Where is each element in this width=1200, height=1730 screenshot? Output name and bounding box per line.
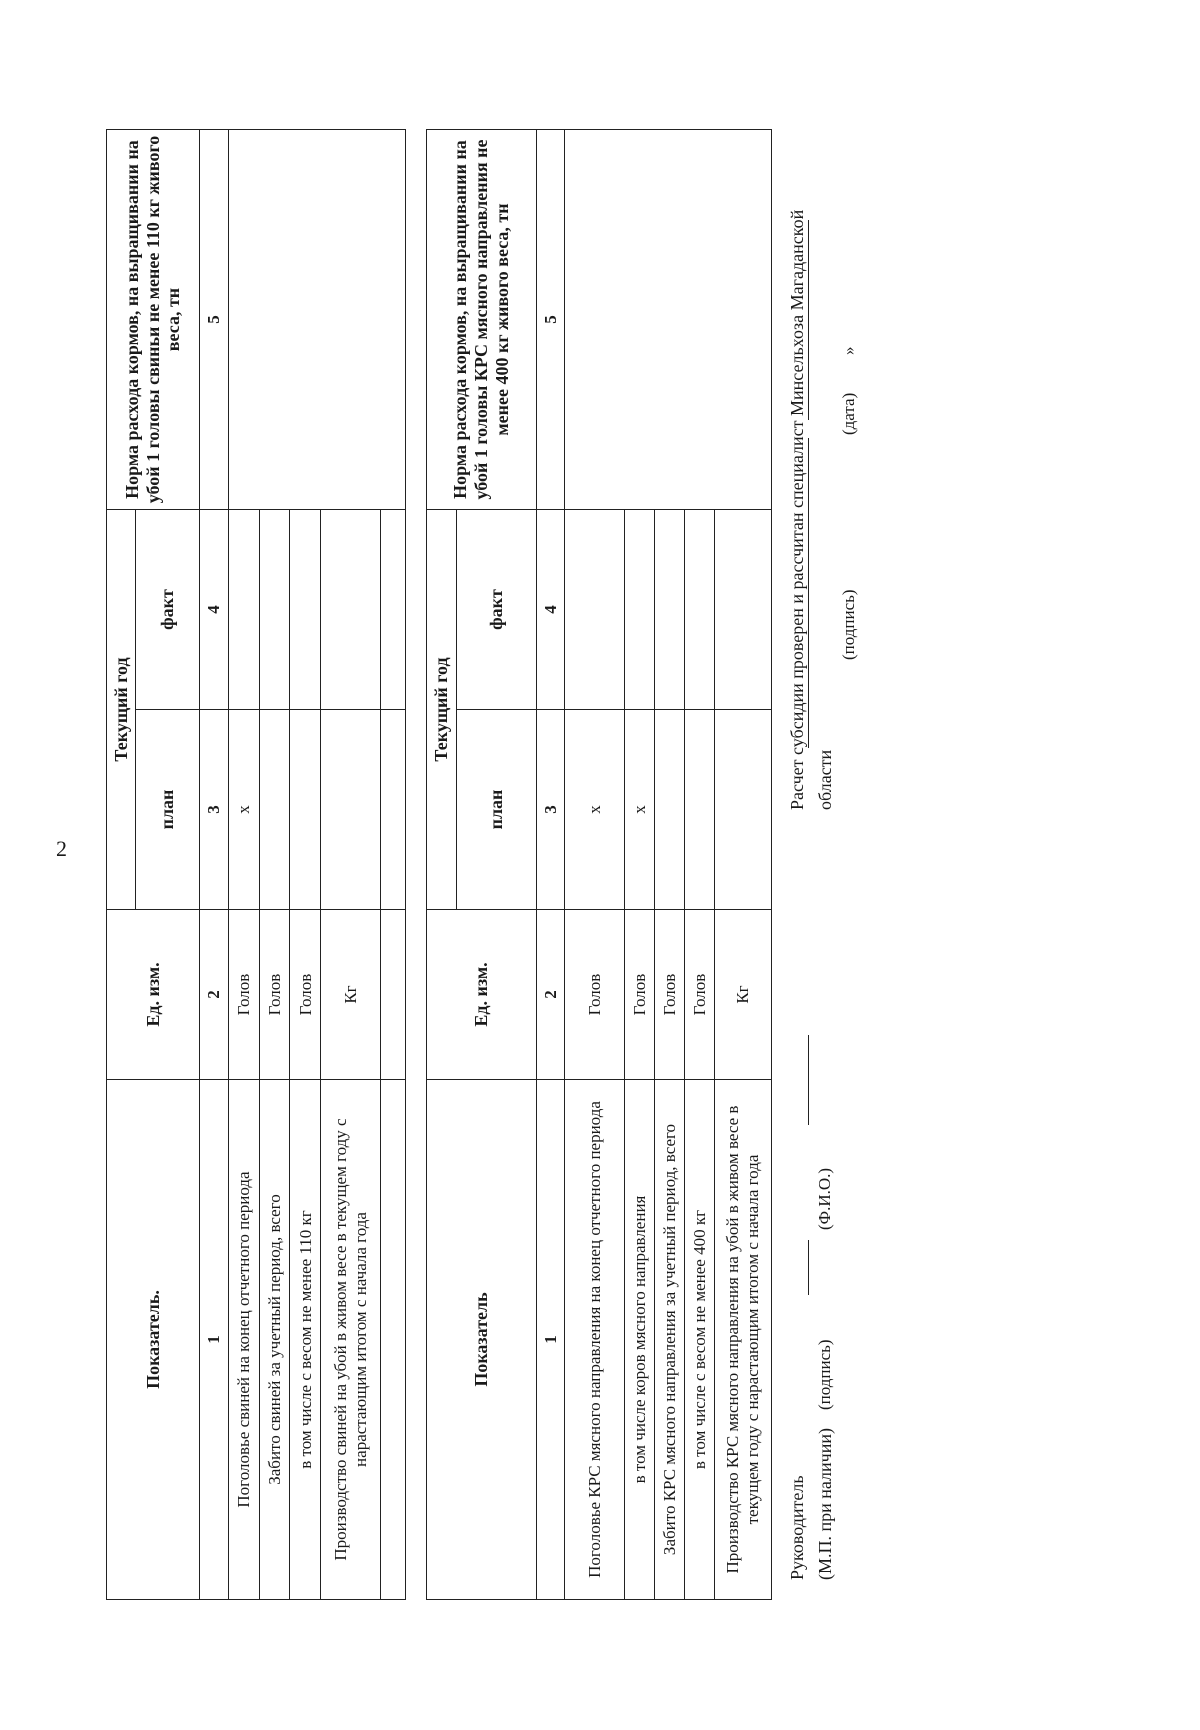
table2-header-plan: план xyxy=(457,710,537,910)
table1-row2-unit: Голов xyxy=(259,910,290,1080)
page-number: 2 xyxy=(56,836,67,861)
table2-row5-plan xyxy=(715,710,772,910)
table1-colnum-1: 1 xyxy=(199,1080,228,1600)
date-label: (дата) xyxy=(839,392,858,435)
table1-norm-value xyxy=(228,130,405,510)
stamp-label: (М.П. при наличии) xyxy=(815,1428,835,1580)
table1-colnum-2: 2 xyxy=(199,910,228,1080)
table2-row3-unit: Голов xyxy=(655,910,685,1080)
table2-row1-fact xyxy=(565,510,625,710)
table1-row3-indicator: в том числе с весом не менее 110 кг xyxy=(290,1080,321,1600)
fio-line xyxy=(808,1240,809,1295)
table1-row3-fact xyxy=(290,510,321,710)
table2-row5-unit: Кг xyxy=(715,910,772,1080)
table1-row4-unit: Кг xyxy=(321,910,381,1080)
table2-colnum-5: 5 xyxy=(537,130,565,510)
table2-row4-fact xyxy=(685,510,715,710)
table2-colnum-2: 2 xyxy=(537,910,565,1080)
table1-row2-fact xyxy=(259,510,290,710)
table1-row2-indicator: Забито свиней за учетный период, всего xyxy=(259,1080,290,1600)
table2-row1-plan: х xyxy=(565,710,625,910)
signature-block xyxy=(786,80,858,1580)
table1-header-fact: факт xyxy=(135,510,199,710)
table1-colnum-4: 4 xyxy=(199,510,228,710)
table2-colnum-1: 1 xyxy=(537,1080,565,1600)
table2-row2-fact xyxy=(625,510,655,710)
table1-row1-indicator: Поголовье свиней на конец отчетного периода xyxy=(228,1080,259,1600)
table2-row3-indicator: Забито КРС мясного направления за учетный период, всего xyxy=(655,1080,685,1600)
table2-row4-unit: Голов xyxy=(685,910,715,1080)
head-label: Руководитель xyxy=(787,1475,807,1580)
table1-row3-plan xyxy=(290,710,321,910)
table2-row2-indicator: в том числе коров мясного направления xyxy=(625,1080,655,1600)
sign-label-2: (подпись) xyxy=(839,589,858,660)
table2-header-current-year: Текущий год xyxy=(427,510,457,910)
table1-header-plan: план xyxy=(135,710,199,910)
table1-header-unit: Ед. изм. xyxy=(107,910,200,1080)
table1-colnum-3: 3 xyxy=(199,710,228,910)
specialist-date-line xyxy=(808,220,809,420)
table1-header-norm: Норма расхода кормов, на выращивании на убой 1 головы свиньи не менее 110 кг живого веса, тн xyxy=(107,130,200,510)
table1-row3-unit: Голов xyxy=(290,910,321,1080)
table2-row1-unit: Голов xyxy=(565,910,625,1080)
table2-header-unit: Ед. изм. xyxy=(427,910,537,1080)
sign-label: (подпись) xyxy=(815,1339,834,1410)
table2-colnum-4: 4 xyxy=(537,510,565,710)
table2-row4-indicator: в том числе с весом не менее 400 кг xyxy=(685,1080,715,1600)
table1 xyxy=(106,129,406,1600)
table-row xyxy=(565,130,625,1600)
table1-colnum-5: 5 xyxy=(199,130,228,510)
table2-header-fact: факт xyxy=(457,510,537,710)
table2-row3-fact xyxy=(655,510,685,710)
table1-row2-plan xyxy=(259,710,290,910)
specialist-text-2: области xyxy=(815,749,835,810)
table2-row4-plan xyxy=(685,710,715,910)
specialist-sign-line xyxy=(808,438,809,748)
table1-header-indicator: Показатель. xyxy=(107,1080,200,1600)
table2-row2-plan: х xyxy=(625,710,655,910)
table2 xyxy=(426,129,772,1600)
table2-header-norm: Норма расхода кормов, на выращивании на убой 1 головы КРС мясного направления не менее 400 кг живого веса, тн xyxy=(427,130,537,510)
table2-row5-fact xyxy=(715,510,772,710)
table2-norm-value xyxy=(565,130,772,510)
table1-header-current-year: Текущий год xyxy=(107,510,136,910)
table1-row1-fact xyxy=(228,510,259,710)
fio-label: (Ф.И.О.) xyxy=(815,1167,834,1230)
table2-row3-plan xyxy=(655,710,685,910)
table2-header-indicator: Показатель xyxy=(427,1080,537,1600)
table2-container xyxy=(426,130,771,1600)
table2-row5-indicator: Производство КРС мясного направления на убой в живом весе в текущем году с нарастающим итогом с начала года xyxy=(715,1080,772,1600)
table1-row4-indicator: Производство свиней на убой в живом весе в текущем году с нарастающим итогом с начала года xyxy=(321,1080,381,1600)
specialist-text: Расчет субсидии проверен и рассчитан специалист Минсельхоза Магаданской xyxy=(787,209,807,810)
date-quote: » xyxy=(839,346,858,355)
table1-row4-plan xyxy=(321,710,381,910)
table2-row2-unit: Голов xyxy=(625,910,655,1080)
table1-container xyxy=(106,130,406,1600)
table1-row1-unit: Голов xyxy=(228,910,259,1080)
fio-line-right xyxy=(808,1035,809,1125)
table2-row1-indicator: Поголовье КРС мясного направления на конец отчетного периода xyxy=(565,1080,625,1600)
table-row xyxy=(228,130,259,1600)
table1-row4-fact xyxy=(321,510,381,710)
table2-colnum-3: 3 xyxy=(537,710,565,910)
table1-row1-plan: х xyxy=(228,710,259,910)
